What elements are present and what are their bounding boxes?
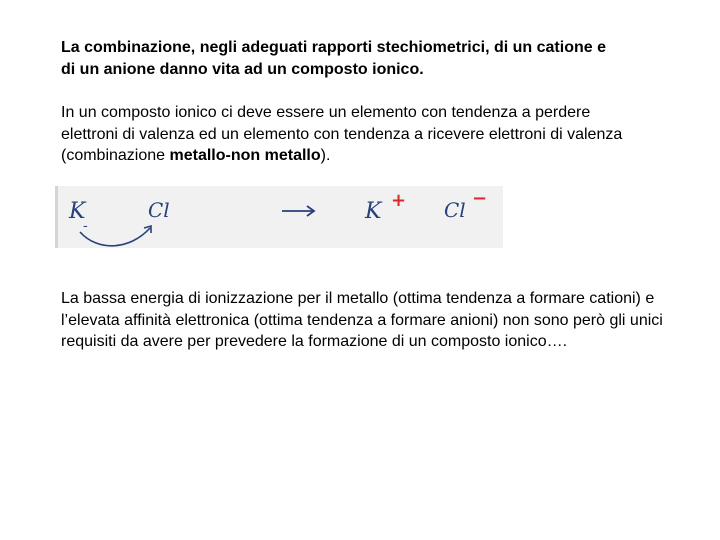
paragraph-text: La combinazione, negli adeguati rapporti stechiometrici, di un catione e di un anione danno vita ad un composto ionico.	[61, 39, 606, 78]
paragraph-requirements	[61, 288, 681, 353]
paragraph-text: La bassa energia di ionizzazione per il metallo (ottima tendenza a formare cationi) e l’elevata affinità elettronica (ottima tendenza a formare anioni) non sono però gli unici requisiti da avere per prevedere la formazione di un composto ionico….	[61, 290, 663, 350]
electron-transfer-drawing	[58, 186, 503, 248]
product-cl-charge: −	[472, 188, 488, 209]
paragraph-text-end: ).	[320, 147, 331, 164]
product-k-label: K	[365, 199, 382, 224]
electron-mark: -	[83, 218, 88, 234]
paragraph-ionic-compound-definition	[61, 37, 621, 80]
product-k-charge: +	[391, 190, 407, 211]
product-cl-label: Cl	[444, 198, 466, 222]
curved-arrow-icon	[80, 228, 150, 246]
reactant-k-label: K	[69, 199, 86, 224]
electron-transfer-image	[55, 186, 503, 248]
paragraph-text: In un composto ionico ci deve essere un elemento con tendenza a perdere elettroni di valenza ed un elemento con tendenza a ricevere elettroni di valenza (combinazione	[61, 104, 623, 164]
paragraph-metal-nonmetal	[61, 102, 651, 167]
reactant-cl-label: Cl	[148, 198, 170, 222]
bold-term: metallo-non metallo	[169, 147, 321, 164]
